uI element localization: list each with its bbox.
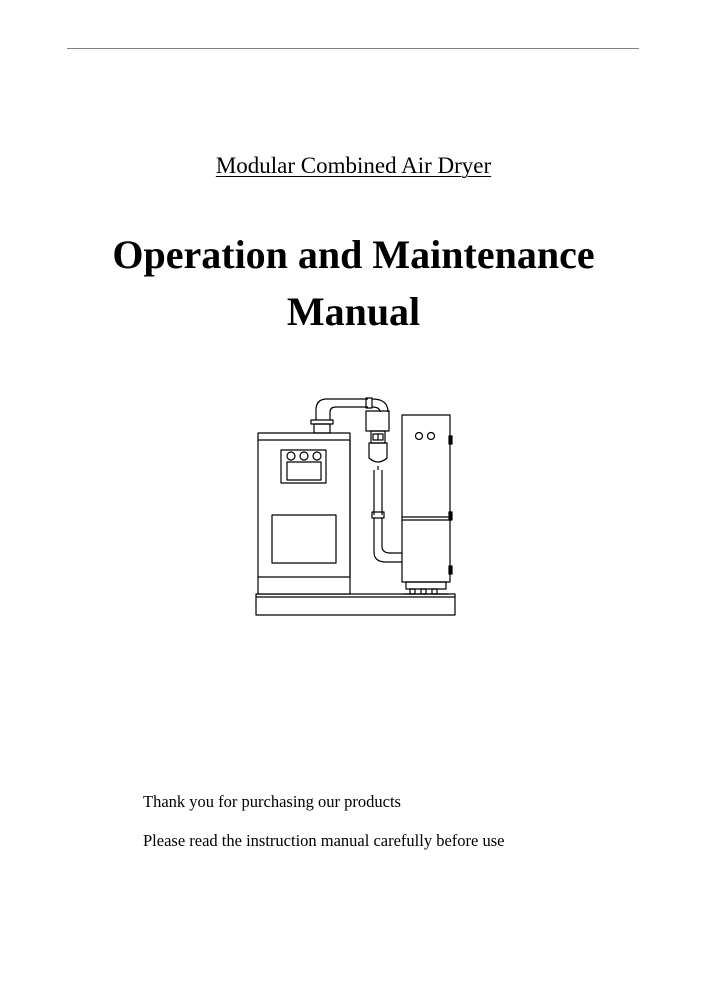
document-title <box>0 226 707 340</box>
air-dryer-line-drawing-icon <box>250 392 462 618</box>
note-thank-you: Thank you for purchasing our products <box>143 792 401 811</box>
air-dryer-illustration <box>250 392 462 618</box>
document-subtitle <box>0 151 707 181</box>
title-line-2: Manual <box>286 289 421 334</box>
note-read-manual: Please read the instruction manual carefully before use <box>143 831 505 850</box>
notes <box>143 792 504 870</box>
subtitle-text: Modular Combined Air Dryer <box>215 153 492 178</box>
title-line-1: Operation and Maintenance <box>112 232 595 277</box>
header-rule <box>67 48 639 49</box>
